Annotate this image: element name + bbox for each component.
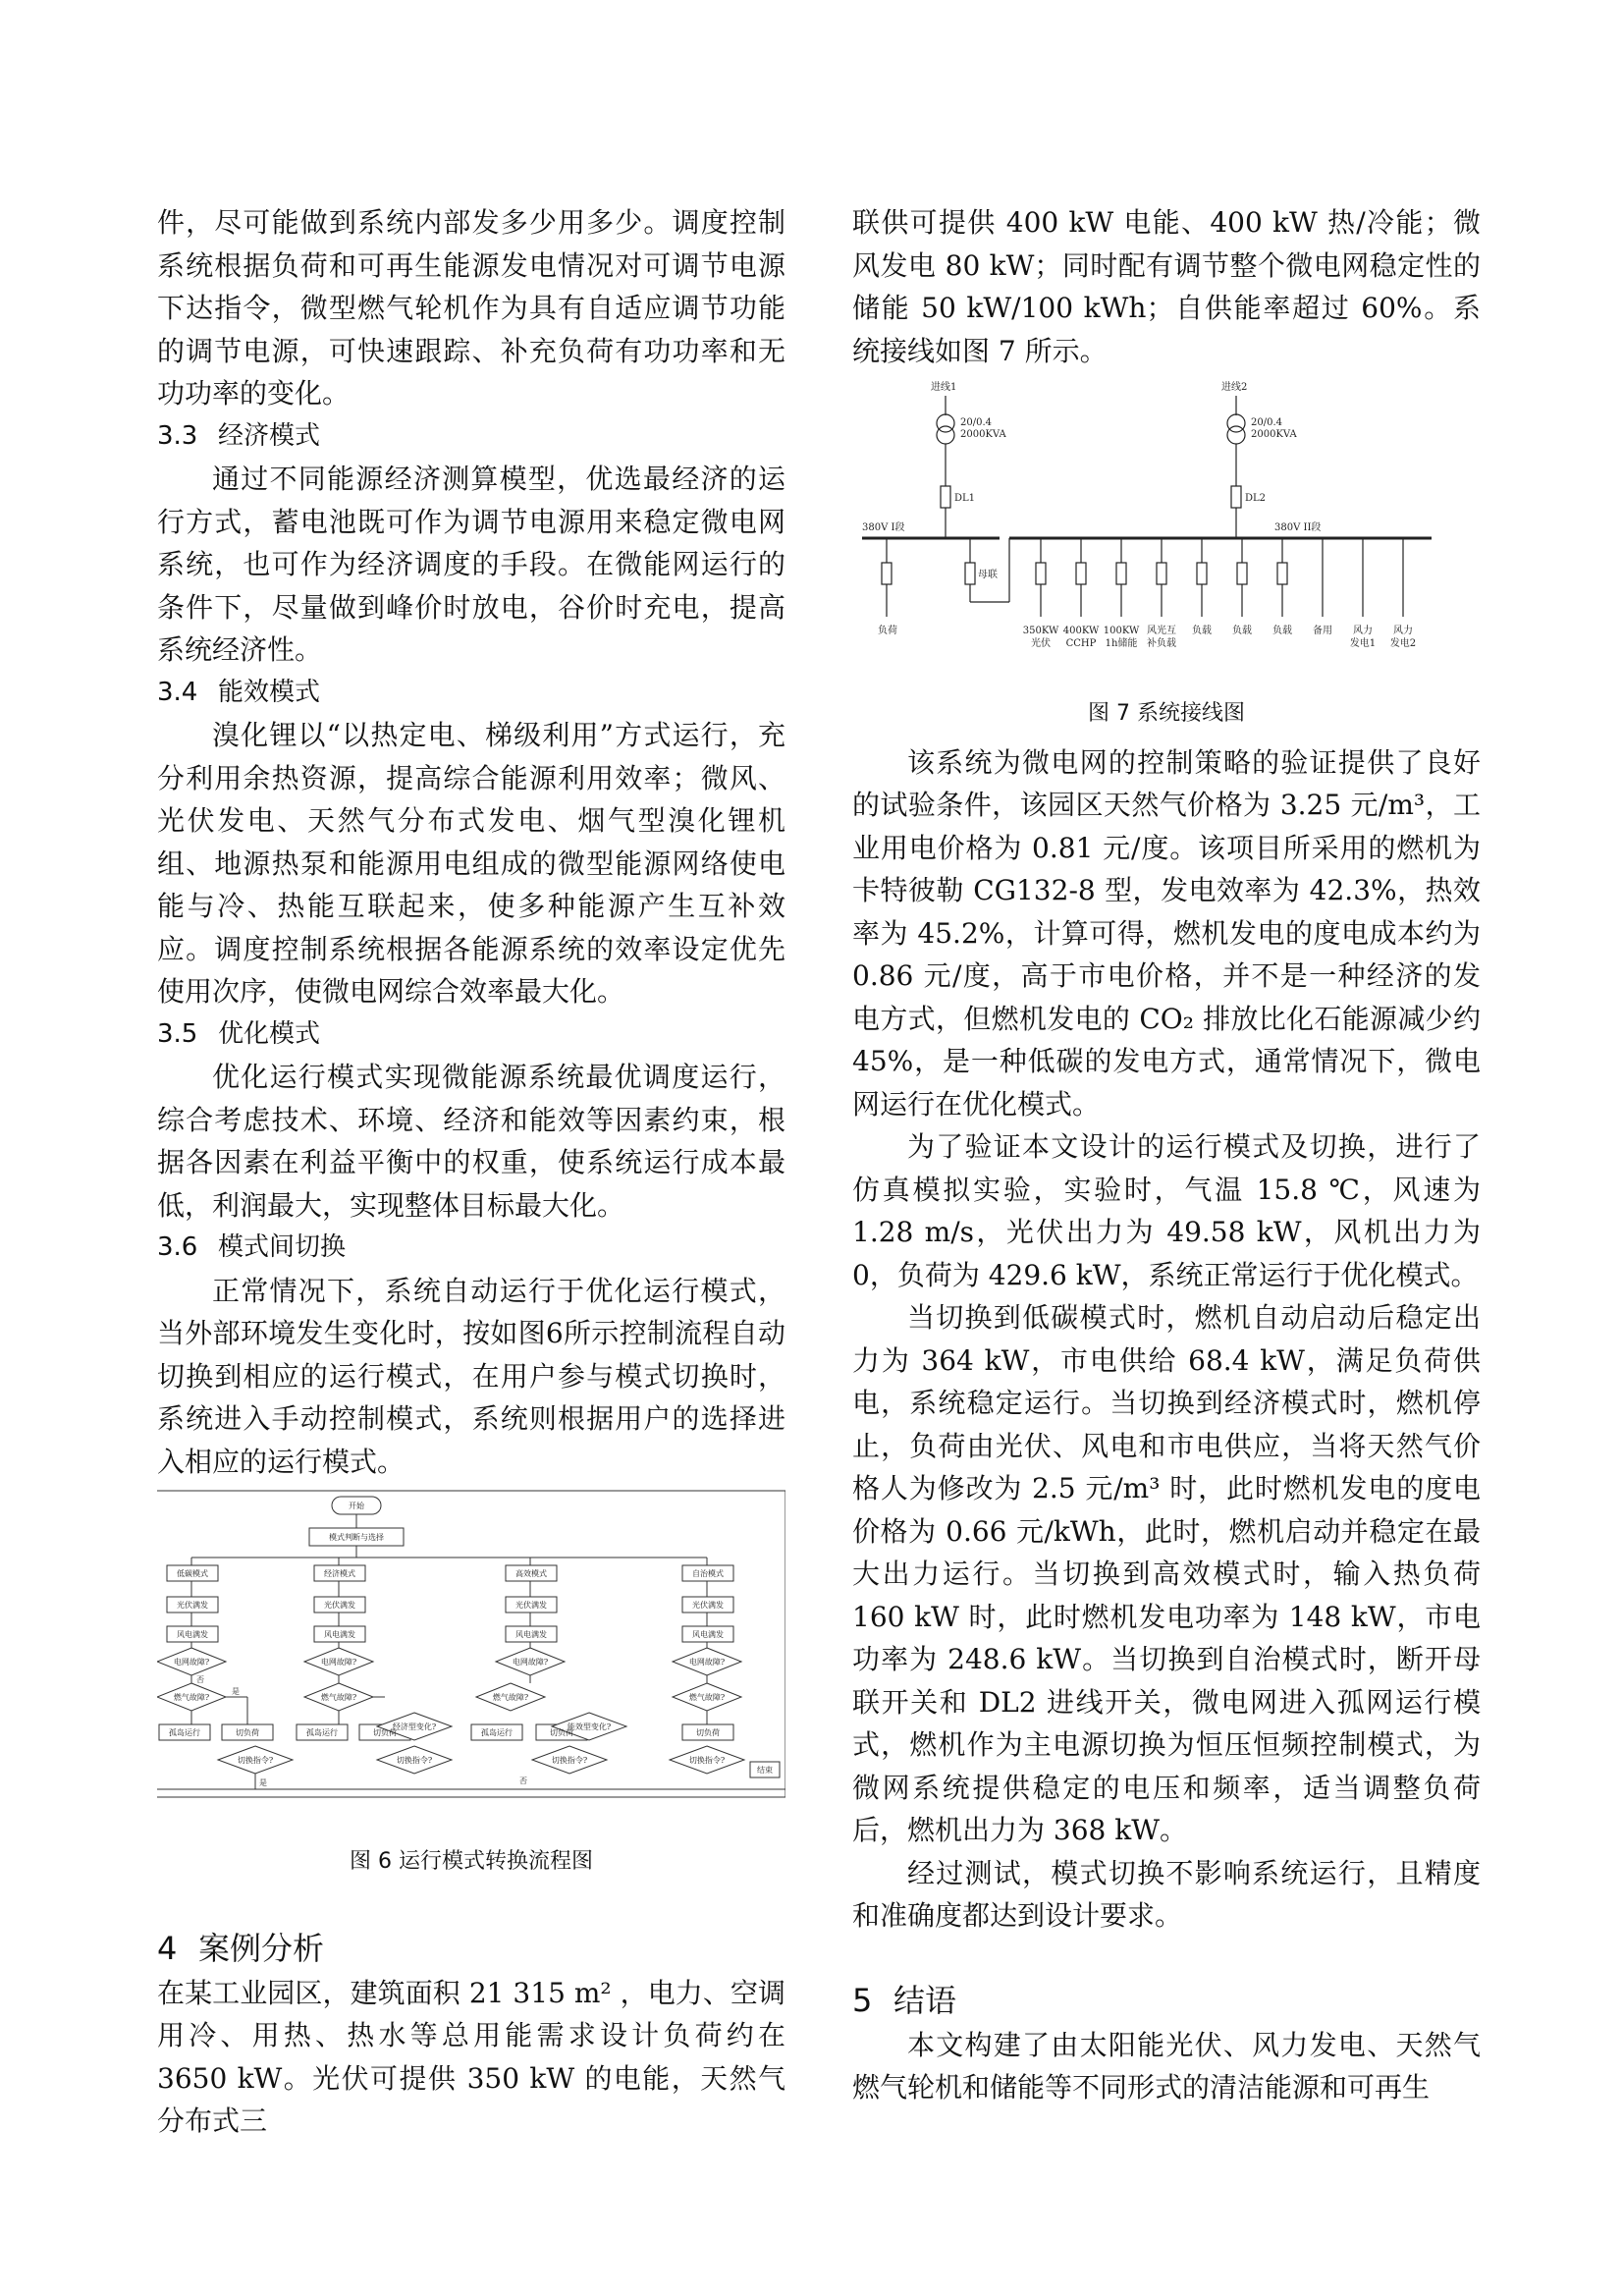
- feeder-7: [1277, 538, 1287, 617]
- flow-text: 风电满发: [177, 1630, 208, 1639]
- flow-text: 电网故障?: [320, 1658, 357, 1667]
- flow-text: 切负荷: [696, 1728, 720, 1737]
- flow-text: 风电满发: [692, 1630, 724, 1639]
- feeder-group: [1036, 538, 1403, 617]
- flow-text: 是: [259, 1778, 267, 1787]
- paragraph: 经过测试，模式切换不影响系统运行，且精度和准确度都达到设计要求。: [852, 1856, 1481, 1932]
- flow-col-2: [297, 1558, 452, 1774]
- flow-text: 切负荷: [550, 1728, 573, 1737]
- section-title: 能效模式: [218, 677, 321, 707]
- feeder-label: CCHP: [1065, 638, 1097, 649]
- feeder-label: 补负载: [1147, 638, 1176, 649]
- paragraph: 溴化锂以“以热定电、梯级利用”方式运行，充分利用余热资源，提高综合能源利用效率；微风、光伏发电、天然气分布式发电、烟气型溴化锂机组、地源热泵和能源用电组成的微型能源网络使电能与冷、热能互联起来，使多种能源产生互补效应。调度控制系统根据各能源系统的效率设定优先使用次序，使微电网综合效率最大化。: [157, 719, 785, 1008]
- section-title: 模式间切换: [218, 1232, 347, 1262]
- paragraph: 通过不同能源经济测算模型，优选最经济的运行方式，蓄电池既可作为调节电源用来稳定微电网系统，也可作为经济调度的手段。在微能网运行的条件下，尽量做到峰价时放电，谷价时充电，提高系统经济性。: [157, 463, 785, 666]
- section-heading: [157, 1925, 785, 1972]
- feeder-3: [1116, 538, 1126, 617]
- diagram-label: 2000KVA: [960, 429, 1006, 440]
- feeder-label: 光伏: [1031, 638, 1051, 649]
- flow-text: 孤岛运行: [306, 1728, 338, 1737]
- figure-6-caption: 图 6 运行模式转换流程图: [350, 1849, 593, 1874]
- feeder-4: [1157, 538, 1166, 617]
- flow-text: 燃气故障?: [173, 1693, 210, 1702]
- feeder-label: 风力: [1393, 626, 1413, 636]
- paragraph: 为了验证本文设计的运行模式及切换，进行了仿真模拟实验，实验时，气温 15.8 ℃，风速为 1.28 m/s，光伏出力为 49.58 kW，风机出力为 0，负荷为 429.6 kW，系统正常运行于优化模式。: [852, 1130, 1481, 1291]
- diagram-label: DL1: [954, 493, 976, 504]
- feeder-label: 发电1: [1349, 638, 1377, 649]
- flow-text: 燃气故障?: [688, 1693, 726, 1702]
- section-heading: [157, 415, 785, 459]
- flow-text: 燃气故障?: [320, 1693, 357, 1702]
- flow-text: 风电满发: [515, 1630, 547, 1639]
- diagram-label: 380V II段: [1274, 522, 1322, 533]
- flow-text: 切换指令?: [396, 1756, 433, 1765]
- diagram-label: 20/0.4: [1251, 417, 1282, 428]
- section-title: 案例分析: [198, 1929, 325, 1967]
- diagram-label: 母联: [978, 570, 998, 580]
- diagram-label: 2000KVA: [1251, 429, 1297, 440]
- flow-text: 切换指令?: [551, 1756, 588, 1765]
- bus-tie-breaker: [965, 563, 975, 584]
- feeder-label: 负载: [1192, 626, 1212, 636]
- section-heading: [852, 1977, 1481, 2024]
- section-number: 4: [157, 1929, 178, 1967]
- flow-text: 能效型变化?: [567, 1722, 612, 1731]
- section-heading: [157, 1227, 785, 1270]
- diagram-label: 380V I段: [862, 522, 905, 533]
- feeder-5: [1197, 538, 1207, 617]
- flow-text: 燃气故障?: [492, 1693, 529, 1702]
- flow-text: 电网故障?: [688, 1658, 726, 1667]
- flow-text: 电网故障?: [512, 1658, 549, 1667]
- diagram-label: 进线2: [1221, 382, 1248, 393]
- flow-text: 开始: [349, 1502, 364, 1510]
- feeder-label: 发电2: [1389, 638, 1417, 649]
- section-heading: [157, 1013, 785, 1057]
- figure-6-flowchart: [157, 1489, 785, 1823]
- flow-text: 光伏满发: [692, 1601, 724, 1610]
- diagram-label: 20/0.4: [960, 417, 992, 428]
- paragraph: 该系统为微电网的控制策略的验证提供了良好的试验条件，该园区天然气价格为 3.25 元/m³，工业用电价格为 0.81 元/度。该项目所采用的燃机为卡特彼勒 CG132-8 型，发电效率为 42.3%，热效率为 45.2%，计算可得，燃机发电的度电成本约为 0.86 元/度，高于市电价格，并不是一种经济的发电方式，但燃机发电的 CO₂ 排放比化石能源减少约 45%，是一种低碳的发电方式，通常情况下，微电网运行在优化模式。: [852, 745, 1481, 1121]
- section-number: 3.6: [157, 1232, 198, 1262]
- right-column: [852, 201, 1481, 2109]
- flow-text: 结束: [757, 1766, 773, 1775]
- flow-text: 是: [232, 1687, 240, 1696]
- flow-text: 否: [196, 1675, 204, 1684]
- feeder-label: 负载: [1232, 626, 1252, 636]
- flow-text: 孤岛运行: [481, 1728, 513, 1737]
- flow-text: 光伏满发: [177, 1601, 208, 1610]
- flow-text: 经济型变化?: [392, 1722, 437, 1731]
- flow-text: 切负荷: [373, 1728, 397, 1737]
- paragraph: 本文构建了由太阳能光伏、风力发电、天然气燃气轮机和储能等不同形式的清洁能源和可再生: [852, 2028, 1481, 2104]
- feeder-label: 400KW: [1062, 626, 1100, 636]
- flow-text: 切换指令?: [237, 1756, 274, 1765]
- feeder-label: 备用: [1313, 626, 1332, 636]
- flow-text: 否: [519, 1777, 527, 1785]
- left-column: [157, 201, 785, 2143]
- feeder-label: 风力: [1353, 626, 1373, 636]
- flow-text: 切负荷: [236, 1728, 259, 1737]
- section-number: 3.5: [157, 1018, 198, 1049]
- flow-col-4: [670, 1558, 780, 1777]
- section-heading: [157, 672, 785, 715]
- section-title: 优化模式: [218, 1018, 321, 1049]
- flow-text: 切换指令?: [688, 1756, 726, 1765]
- flow-text: 电网故障?: [173, 1658, 210, 1667]
- paragraph: 在某工业园区，建筑面积 21 315 m² ，电力、空调用冷、用热、热水等总用能需求设计负荷约在 3650 kW。光伏可提供 350 kW 的电能，天然气分布式三: [157, 1976, 785, 2137]
- flow-col-3: [471, 1558, 626, 1774]
- paragraph: 优化运行模式实现微能源系统最优调度运行，综合考虑技术、环境、经济和能效等因素约束，根据各因素在利益平衡中的权重，使系统运行成本最低，利润最大，实现整体目标最大化。: [157, 1061, 785, 1222]
- flow-text: 低碳模式: [177, 1569, 208, 1578]
- flow-text: 光伏满发: [515, 1601, 547, 1610]
- section-title: 结语: [893, 1981, 957, 2019]
- flow-text: 经济模式: [324, 1569, 355, 1578]
- paragraph: 件，尽可能做到系统内部发多少用多少。调度控制系统根据负荷和可再生能源发电情况对可调节电源下达指令，微型燃气轮机作为具有自适应调节功能的调节电源，可快速跟踪、补充负荷有功功率和无功功率的变化。: [157, 206, 785, 410]
- figure-7-caption: 图 7 系统接线图: [1088, 701, 1245, 726]
- feeder-label: 100KW: [1103, 626, 1140, 636]
- flow-text: 孤岛运行: [169, 1728, 200, 1737]
- section-number: 3.3: [157, 420, 198, 451]
- section-number: 5: [852, 1981, 873, 2019]
- diagram-label: 进线1: [931, 382, 957, 393]
- feeder-label: 1h储能: [1105, 638, 1138, 649]
- figure-7-wiring-diagram: [852, 376, 1481, 690]
- feeder-2: [1076, 538, 1086, 617]
- section-number: 3.4: [157, 677, 198, 707]
- flow-text: 自治模式: [692, 1569, 724, 1578]
- flow-col-1: [157, 1558, 273, 1740]
- section-title: 经济模式: [218, 420, 321, 451]
- feeder-6: [1237, 538, 1247, 617]
- paragraph: 联供可提供 400 kW 电能、400 kW 热/冷能；微风发电 80 kW；同时配有调节整个微电网稳定性的储能 50 kW/100 kWh；自供能率超过 60%。系统接线如图 7 所示。: [852, 206, 1481, 367]
- feeder-label: 负载: [1272, 626, 1292, 636]
- paragraph: 正常情况下，系统自动运行于优化运行模式，当外部环境发生变化时，按如图6所示控制流程自动切换到相应的运行模式，在用户参与模式切换时，系统进入手动控制模式，系统则根据用户的选择进入相应的运行模式。: [157, 1274, 785, 1478]
- flow-text: 光伏满发: [324, 1601, 355, 1610]
- feeder-label: 风光互: [1147, 626, 1176, 636]
- feeder-label: 350KW: [1022, 626, 1059, 636]
- paragraph: 当切换到低碳模式时，燃机自动启动后稳定出力为 364 kW，市电供给 68.4 kW，满足负荷供电，系统稳定运行。当切换到经济模式时，燃机停止，负荷由光伏、风电和市电供应，当将天然气价格人为修改为 2.5 元/m³ 时，此时燃机发电的度电价格为 0.66 元/kWh，此时，燃机启动并稳定在最大出力运行。当切换到高效模式时，输入热负荷 160 kW 时，此时燃机发电功率为 148 kW，市电功率为 248.6 kW。当切换到自治模式时，断开母联开关和 DL2 进线开关，微电网进入孤网运行模式，燃机作为主电源切换为恒压恒频控制模式，为微网系统提供稳定的电压和频率，适当调整负荷后，燃机出力为 368 kW。: [852, 1301, 1481, 1846]
- flow-text: 风电满发: [324, 1630, 355, 1639]
- diagram-label: 负荷: [878, 626, 897, 636]
- flow-text: 模式判断与选择: [329, 1533, 384, 1542]
- feeder-1: [1036, 538, 1046, 617]
- flow-text: 高效模式: [515, 1569, 547, 1578]
- diagram-label: DL2: [1245, 493, 1267, 504]
